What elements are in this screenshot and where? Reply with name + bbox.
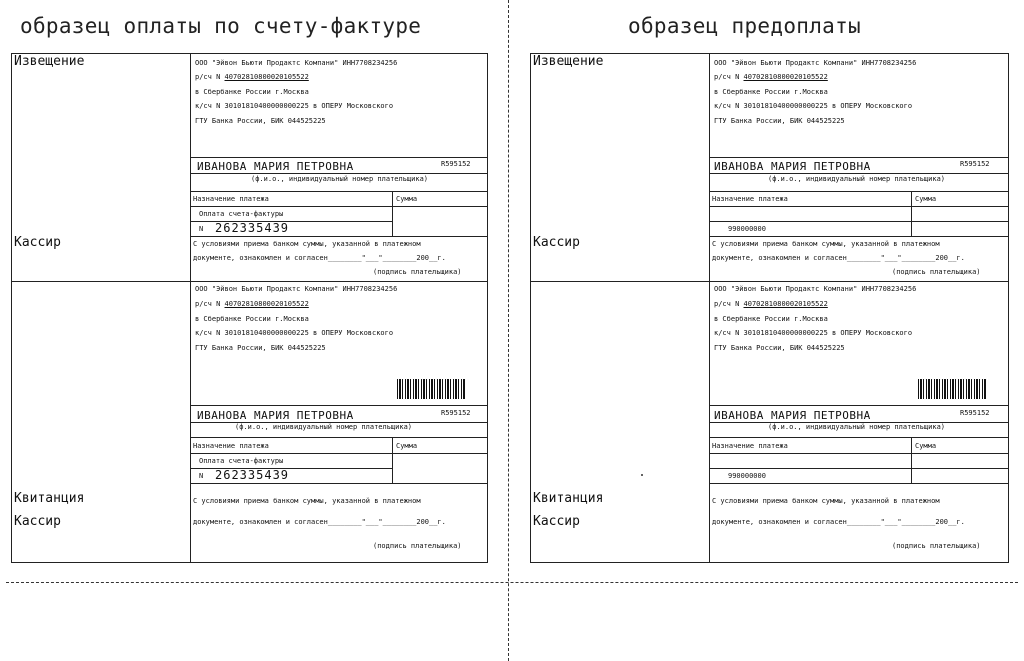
sum-header: Сумма [396,442,418,450]
rule [191,206,487,207]
payer-caption: (ф.и.о., индивидуальный номер плательщика) [768,423,946,431]
recipient-line: ООО "Эйвон Бьюти Продактс Компани" ИНН7708234256 [195,285,398,293]
payer-id: R595152 [441,409,471,417]
receipt-section [710,281,1008,562]
notice-label: Извещение [533,54,604,69]
payer-caption: (ф.и.о., индивидуальный номер плательщика) [768,175,946,183]
payer-id: R595152 [441,160,471,168]
account-prefix: р/сч N [195,300,225,308]
cashier-label-bottom: Кассир [14,514,61,529]
invoice-payment-form [11,53,488,563]
purpose-header: Назначение платежа [712,442,788,450]
column-divider [392,191,393,236]
prepay-code: 990000000 [728,472,766,480]
column-divider [911,437,912,483]
terms-line1: С условиями приема банком суммы, указанной в платежном [712,240,940,248]
corr-account-line: к/сч N 30101810400000000225 в ОПЕРУ Московского [195,329,394,337]
rule [710,468,1008,469]
prepayment-form [530,53,1009,563]
title-invoice-sample: образец оплаты по счету-фактуре [20,14,422,38]
rule [191,236,487,237]
notice-label: Извещение [14,54,85,69]
prepay-code: 990000000 [728,225,766,233]
rule [710,405,1008,406]
payer-id: R595152 [960,409,990,417]
payer-name: ИВАНОВА МАРИЯ ПЕТРОВНА [714,409,871,422]
account-number: 40702810800020105522 [224,73,309,81]
bik-line: ГТУ Банка России, БИК 044525225 [195,344,326,352]
notice-section [191,54,487,281]
rule [710,437,1008,438]
sum-header: Сумма [915,442,937,450]
rule [191,483,487,484]
payer-id: R595152 [960,160,990,168]
title-prepayment-sample: образец предоплаты [628,14,861,38]
rule [710,236,1008,237]
invoice-number: 262335439 [215,221,290,235]
purpose-value: Оплата счета-фактуры [199,210,284,218]
invoice-number: 262335439 [215,468,290,482]
terms-line2: документе, ознакомлен и согласен________"___"________200__г. [712,518,965,526]
purpose-header: Назначение платежа [193,195,269,203]
recipient-line: ООО "Эйвон Бьюти Продактс Компани" ИНН7708234256 [714,285,917,293]
notice-section [710,54,1008,281]
invoice-number-prefix: N [199,225,204,233]
receipt-label: Квитанция [14,491,85,506]
sum-header: Сумма [915,195,937,203]
sum-header: Сумма [396,195,418,203]
horizontal-cut-line [6,582,1018,583]
cashier-label-top: Кассир [533,235,580,250]
cashier-label-top: Кассир [14,235,61,250]
column-divider [392,437,393,483]
bik-line: ГТУ Банка России, БИК 044525225 [714,117,845,125]
bank-line: в Сбербанке России г.Москва [195,88,309,96]
bik-line: ГТУ Банка России, БИК 044525225 [714,344,845,352]
label-column [531,54,710,562]
terms-line2: документе, ознакомлен и согласен________"___"________200__г. [193,254,446,262]
rule [191,173,487,174]
receipt-section [191,281,487,562]
rule [710,206,1008,207]
terms-line2: документе, ознакомлен и согласен________"___"________200__г. [193,518,446,526]
payer-caption: (ф.и.о., индивидуальный номер плательщика) [235,423,413,431]
scan-speck [641,474,643,476]
corr-account-line: к/сч N 30101810400000000225 в ОПЕРУ Московского [195,102,394,110]
terms-line1: С условиями приема банком суммы, указанной в платежном [193,497,421,505]
purpose-value: Оплата счета-фактуры [199,457,284,465]
account-prefix: р/сч N [195,73,225,81]
rule [710,221,1008,222]
barcode-icon [397,379,465,399]
rule [191,191,487,192]
rule [191,453,487,454]
column-divider [911,191,912,236]
invoice-number-prefix: N [199,472,204,480]
corr-account-line: к/сч N 30101810400000000225 в ОПЕРУ Московского [714,329,913,337]
payer-caption: (ф.и.о., индивидуальный номер плательщика) [251,175,429,183]
vertical-cut-line [508,0,509,661]
terms-line2: документе, ознакомлен и согласен________"___"________200__г. [712,254,965,262]
bik-line: ГТУ Банка России, БИК 044525225 [195,117,326,125]
rule [710,453,1008,454]
account-prefix: р/сч N [714,73,744,81]
signature-caption: (подпись плательщика) [373,268,462,276]
rule [710,173,1008,174]
payer-name: ИВАНОВА МАРИЯ ПЕТРОВНА [197,409,354,422]
barcode-icon [918,379,986,399]
bank-line: в Сбербанке России г.Москва [195,315,309,323]
rule [191,437,487,438]
rule [710,483,1008,484]
corr-account-line: к/сч N 30101810400000000225 в ОПЕРУ Московского [714,102,913,110]
terms-line1: С условиями приема банком суммы, указанной в платежном [193,240,421,248]
terms-line1: С условиями приема банком суммы, указанной в платежном [712,497,940,505]
purpose-header: Назначение платежа [712,195,788,203]
rule [191,405,487,406]
account-prefix: р/сч N [714,300,744,308]
account-line [714,74,828,81]
account-line [195,301,309,308]
receipt-label: Квитанция [533,491,604,506]
account-number: 40702810800020105522 [743,300,828,308]
rule [710,191,1008,192]
signature-caption: (подпись плательщика) [373,542,462,550]
payer-name: ИВАНОВА МАРИЯ ПЕТРОВНА [197,160,354,173]
signature-caption: (подпись плательщика) [892,542,981,550]
recipient-line: ООО "Эйвон Бьюти Продактс Компани" ИНН7708234256 [714,59,917,67]
cashier-label-bottom: Кассир [533,514,580,529]
payer-name: ИВАНОВА МАРИЯ ПЕТРОВНА [714,160,871,173]
account-line [714,301,828,308]
rule [191,157,487,158]
account-number: 40702810800020105522 [224,300,309,308]
recipient-line: ООО "Эйвон Бьюти Продактс Компани" ИНН7708234256 [195,59,398,67]
account-number: 40702810800020105522 [743,73,828,81]
bank-line: в Сбербанке России г.Москва [714,88,828,96]
bank-line: в Сбербанке России г.Москва [714,315,828,323]
account-line [195,74,309,81]
signature-caption: (подпись плательщика) [892,268,981,276]
rule [710,157,1008,158]
purpose-header: Назначение платежа [193,442,269,450]
label-column [12,54,191,562]
